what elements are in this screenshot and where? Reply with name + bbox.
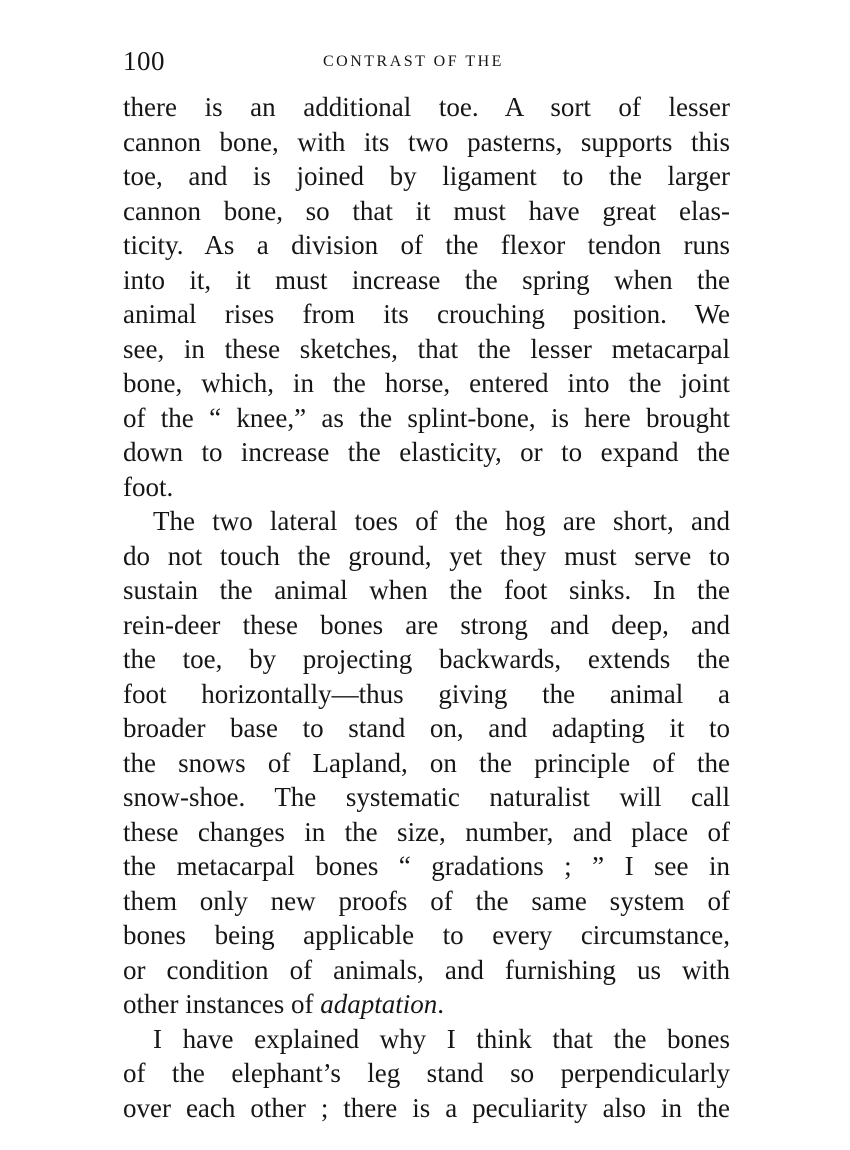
body-text [123,90,730,1125]
text-run: other instances of [123,989,321,1019]
text-line: I have explained why I think that the bones [153,1023,730,1054]
text-run: . [437,989,444,1019]
text-line: ticity. As a division of the flexor tendon runs [123,230,730,260]
text-line: of the “ knee,” as the splint-bone, is here brought [123,402,730,433]
text-line: the snows of Lapland, on the principle of the [123,747,730,778]
text-line: do not touch the ground, yet they must serve to [123,540,730,571]
paragraph-2 [123,504,730,1022]
text-line: or condition of animals, and furnishing us with [123,954,730,985]
page-number: 100 [123,46,165,76]
text-line: bone, which, in the horse, entered into the joint [123,368,730,398]
italic-term: adaptation [320,989,438,1019]
running-title: CONTRAST OF THE [323,53,504,70]
text-line: cannon bone, with its two pasterns, supports this [123,126,730,157]
text-line: rein-deer these bones are strong and deep, and [123,609,730,640]
text-line: see, in these sketches, that the lesser metacarpal [123,333,730,364]
text-line: them only new proofs of the same system of [123,885,730,916]
text-line: animal rises from its crouching position. We [123,299,730,329]
text-line: snow-shoe. The systematic naturalist will call [123,782,730,812]
text-line: into it, it must increase the spring when the [123,264,730,295]
text-line: the metacarpal bones “ gradations ; ” I see in [123,851,730,881]
paragraph-3 [123,1022,730,1126]
text-line: over each other ; there is a peculiarity also in the [123,1092,730,1123]
text-line: these changes in the size, number, and place of [123,816,730,847]
text-line: cannon bone, so that it must have great elas- [123,195,730,226]
text-line: The two lateral toes of the hog are short, and [153,506,730,536]
text-line: foot horizontally—thus giving the animal a [123,678,730,709]
text-line: broader base to stand on, and adapting it to [123,713,730,743]
text-line: the toe, by projecting backwards, extends the [123,644,730,674]
text-line: there is an additional toe. A sort of lesser [123,92,730,122]
paragraph-1 [123,90,730,504]
running-head [123,44,730,78]
text-line: foot. [123,471,174,502]
text-line: sustain the animal when the foot sinks. In the [123,575,730,605]
text-line: down to increase the elasticity, or to expand the [123,437,730,467]
text-line: bones being applicable to every circumstance, [123,920,730,950]
text-line [123,987,730,1022]
text-line: of the elephant’s leg stand so perpendicularly [123,1058,730,1088]
text-line: toe, and is joined by ligament to the larger [123,161,730,191]
